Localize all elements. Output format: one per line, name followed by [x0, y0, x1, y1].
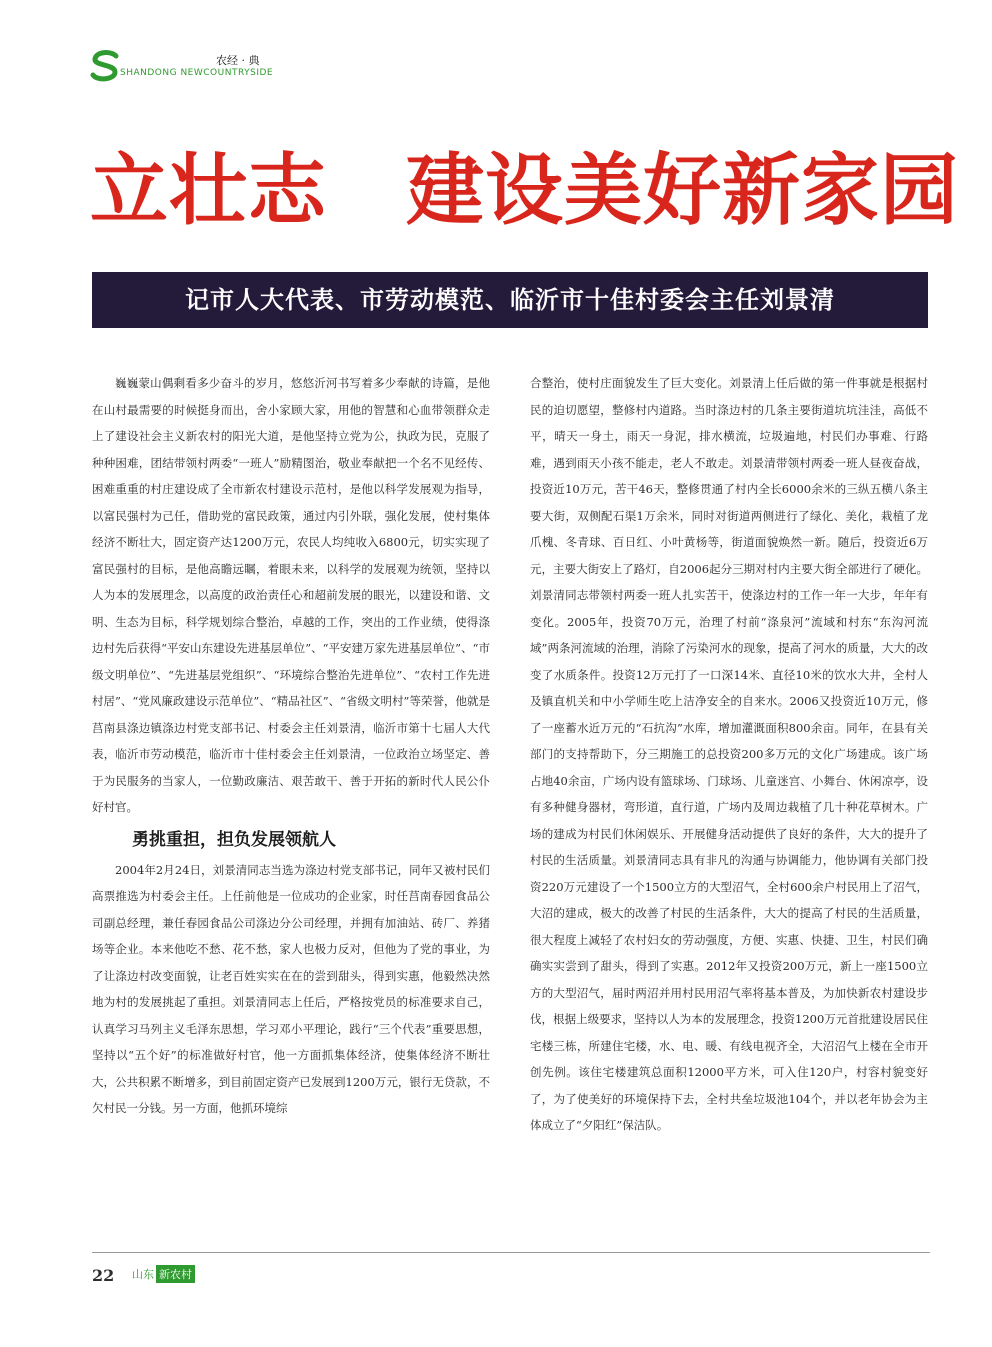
article-column-right [530, 370, 928, 1139]
section-heading: 勇挑重担，担负发展领航人 [132, 829, 336, 850]
page-title: 立壮志 建设美好新家园 [90, 145, 960, 236]
article-paragraph: 巍巍蒙山偶剩看多少奋斗的岁月，悠悠沂河书写着多少奉献的诗篇，是他在山村最需要的时候挺身而出，舍小家顾大家，用他的智慧和心血带领群众走上了建设社会主义新农村的阳光大道，是他坚持立党为公，执政为民，克服了种种困难，团结带领村两委“一班人”励精图治，敬业奉献把一个名不见经传、困难重重的村庄建设成了全市新农村建设示范村，是他以科学发展观为指导，以富民强村为己任，借助党的富民政策，通过内引外联，强化发展，使村集体经济不断壮大，固定资产达1200万元，农民人均纯收入6800元，切实实现了富民强村的目标，是他高瞻远瞩，着眼未来，以科学的发展观为统领，坚持以人为本的发展理念，以高度的政治责任心和超前发展的眼光，以建设和谐、文明、生态为目标，科学规划综合整治，卓越的工作，突出的工作业绩，使得涤边村先后获得“平安山东建设先进基层单位”、“平安建万家先进基层单位”、“市级文明单位”、“先进基层党组织”、“环境综合整治先进单位”、“农村工作先进村居”、“党风廉政建设示范单位”、“精品社区”、“省级文明村”等荣誉，他就是莒南县涤边镇涤边村党支部书记、村委会主任刘景清，临沂市第十七届人大代表，临沂市劳动模范，临沂市十佳村委会主任刘景清，一位政治立场坚定、善于为民服务的当家人，一位勤政廉洁、艰苦敢干、善于开拓的新时代人民公仆好村官。 [92, 376, 490, 814]
subtitle-banner: 记市人大代表、市劳动模范、临沂市十佳村委会主任刘景清 [92, 272, 928, 328]
footer-logo [132, 1265, 195, 1283]
footer-divider [92, 1252, 930, 1253]
article-paragraph: 合整治，使村庄面貌发生了巨大变化。刘景清上任后做的第一件事就是根据村民的迫切愿望，整修村内道路。当时涤边村的几条主要街道坑坑洼洼，高低不平，晴天一身土，雨天一身泥，排水横流，垃圾遍地，村民们办事难、行路难，遇到雨天小孩不能走，老人不敢走。刘景清带领村两委一班人昼夜奋战，投资近10万元，苦干46天，整修贯通了村内全长6000余米的三纵五横八条主要大街，双侧配石渠1万余米，同时对街道两侧进行了绿化、美化，栽植了龙爪槐、冬青球、百日红、小叶黄杨等，街道面貌焕然一新。随后，投资近6万元，主要大街安上了路灯，自2006起分三期对村内主要大街全部进行了硬化。刘景清同志带领村两委一班人扎实苦干，使涤边村的工作一年一大步，年年有变化。2005年，投资70万元，治理了村前“涤泉河”流域和村东“东沟河流域”两条河流域的治理，消除了污染河水的现象，提高了河水的质量，大大的改变了水质条件。投资12万元打了一口深14米、直径10米的饮水大井，全村人及镇直机关和中小学师生吃上洁净安全的自来水。2006又投资近10万元，修了一座蓄水近万元的“石抗沟”水库，增加灌溉面积800余亩。同年，在县有关部门的支持帮助下，分三期施工的总投资200多万元的文化广场建成。该广场占地40余亩，广场内设有篮球场、门球场、儿童迷宫、小舞台、休闲凉亭，设有多种健身器材，弯形道，直行道，广场内及周边栽植了几十种花草树木。广场的建成为村民们休闲娱乐、开展健身活动提供了良好的条件，大大的提升了村民的生活质量。刘景清同志具有非凡的沟通与协调能力，他协调有关部门投资220万元建设了一个1500立方的大型沼气，全村600余户村民用上了沼气，大沼的建成，极大的改善了村民的生活条件，大大的提高了村民的生活质量，很大程度上减轻了农村妇女的劳动强度，方便、实惠、快捷、卫生，村民们确确实实尝到了甜头，得到了实惠。2012年又投资200万元，新上一座1500立方的大型沼气，届时两沼并用村民用沼气率将基本普及，为加快新农村建设步伐，根据上级要求，坚持以人为本的发展理念，投资1200万元首批建设居民住宅楼三栋，所建住宅楼，水、电、暖、有线电视齐全，大沼沼气上楼在全市开创先例。该住宅楼建筑总面积12000平方米，可入住120户，村容村貌变好了，为了使美好的环境保持下去，全村共垒垃圾池104个，并以老年协会为主体成立了“夕阳红”保洁队。 [530, 376, 928, 1132]
article-paragraph: 2004年2月24日，刘景清同志当选为涤边村党支部书记，同年又被村民们高票推选为村委会主任。上任前他是一位成功的企业家，时任莒南春园食品公司副总经理，兼任春园食品公司涤边分公司经理，并拥有加油站、砖厂、养猪场等企业。本来他吃不愁、花不愁，家人也极力反对，但他为了党的事业，为了让涤边村改变面貌，让老百姓实实在在的尝到甜头，得到实惠，他毅然决然地为村的发展挑起了重担。刘景清同志上任后，严格按党员的标准要求自己，认真学习马列主义毛泽东思想，学习邓小平理论，践行“三个代表”重要思想，坚持以“五个好”的标准做好村官，他一方面抓集体经济，使集体经济不断壮大，公共积累不断增多，到目前固定资产已发展到1200万元，银行无贷款，不欠村民一分钱。另一方面，他抓环境综 [92, 862, 490, 1115]
footer-logo-box: 新农村 [156, 1265, 195, 1283]
logo-text: SHANDONG NEWCOUNTRYSIDE [120, 68, 274, 78]
magazine-logo [90, 50, 290, 84]
column-name: 农经 · 典 [216, 54, 260, 67]
article-column-left [92, 370, 490, 1122]
page-number: 22 [92, 1266, 115, 1285]
s-letter-icon [90, 50, 120, 82]
footer-logo-text: 山东 [132, 1268, 154, 1281]
